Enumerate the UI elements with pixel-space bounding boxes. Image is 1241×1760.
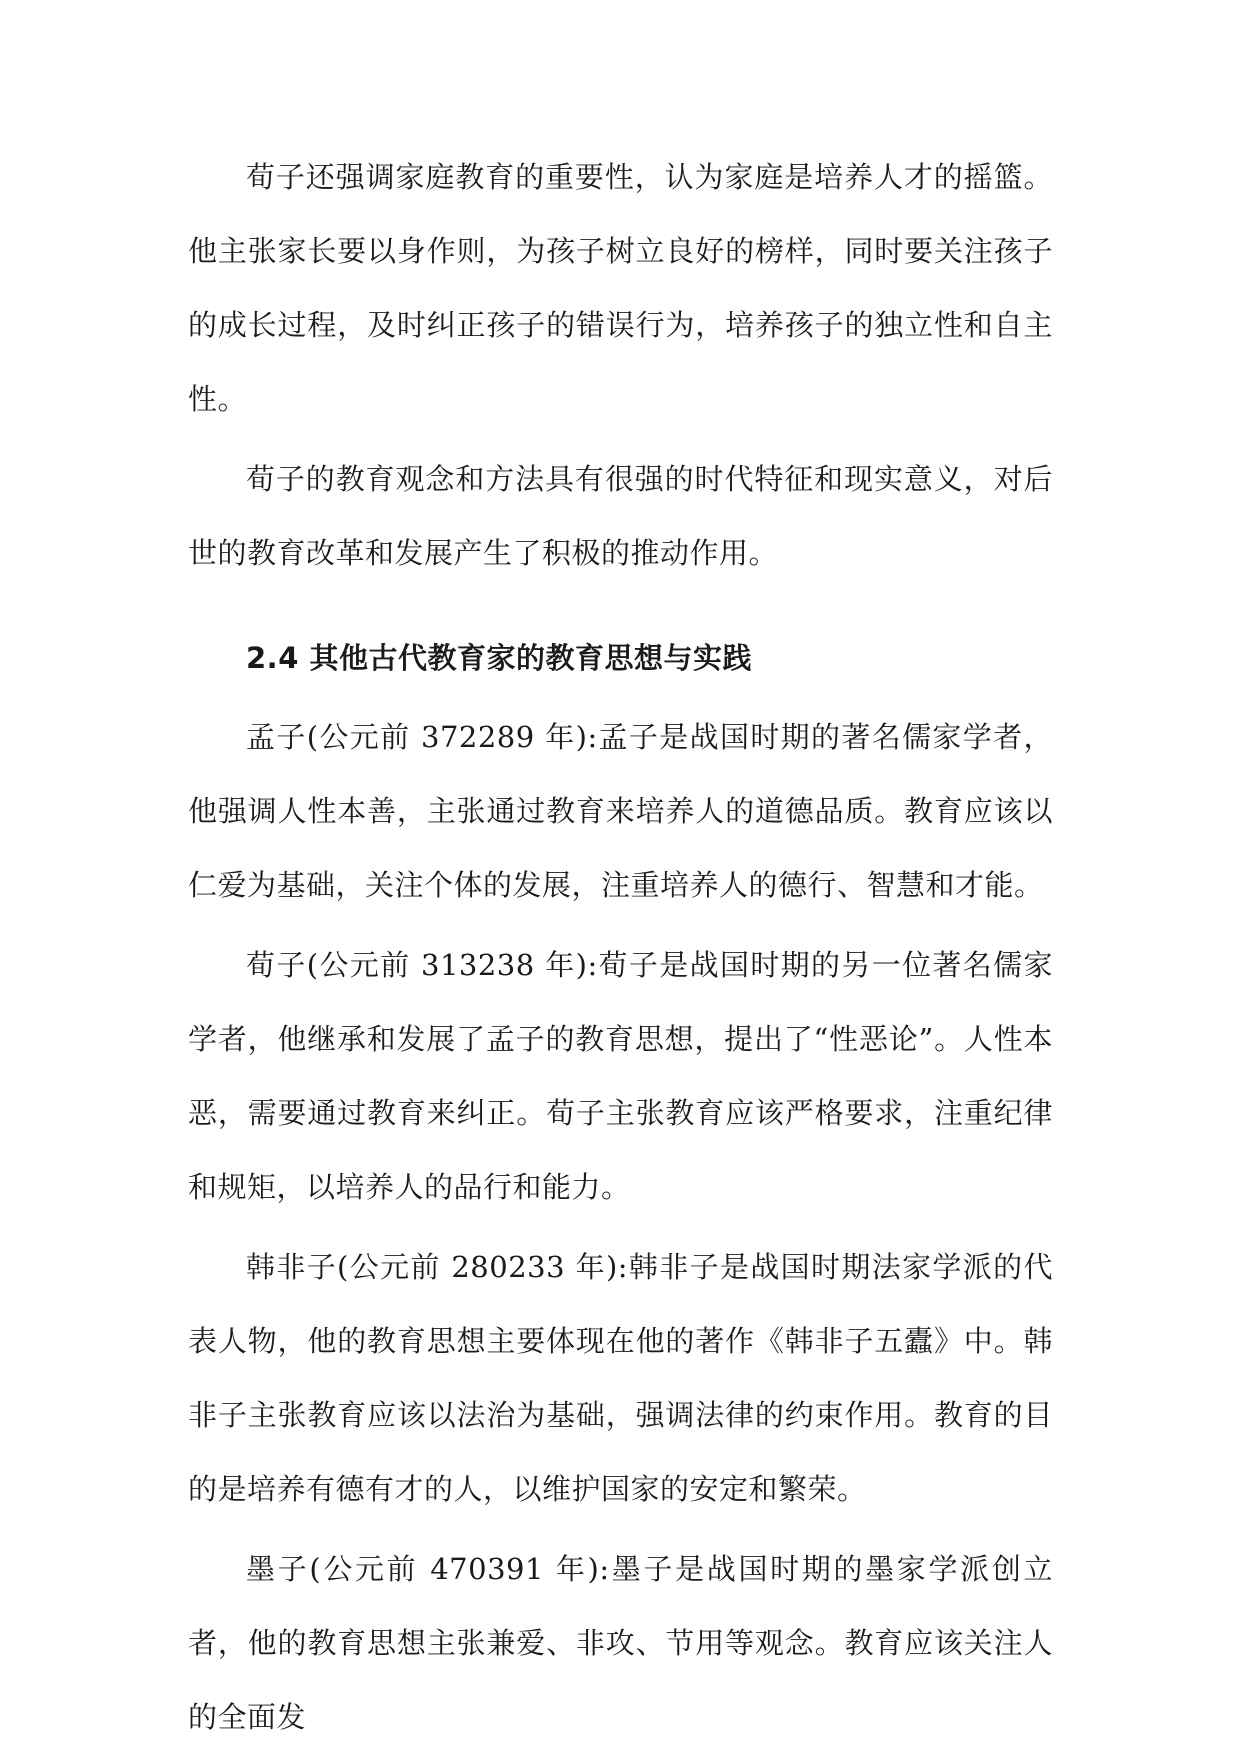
paragraph-xunzi: 荀子(公元前 313238 年):荀子是战国时期的另一位著名儒家学者，他继承和发展了孟子的教育思想，提出了“性恶论”。人性本恶，需要通过教育来纠正。荀子主张教育应该严格要求，注重纪律和规矩，以培养人的品行和能力。 [188,948,1053,1204]
paragraph-mozi: 墨子(公元前 470391 年):墨子是战国时期的墨家学派创立者，他的教育思想主张兼爱、非攻、节用等观念。教育应该关注人的全面发 [188,1552,1053,1734]
paragraph-hanfeizi: 韩非子(公元前 280233 年):韩非子是战国时期法家学派的代表人物，他的教育思想主要体现在他的著作《韩非子五蠹》中。韩非子主张教育应该以法治为基础，强调法律的约束作用。教育的目的是培养有德有才的人，以维护国家的安定和繁荣。 [188,1250,1053,1506]
section-heading: 2.4 其他古代教育家的教育思想与实践 [246,641,752,675]
paragraph-family-education: 荀子还强调家庭教育的重要性，认为家庭是培养人才的摇篮。他主张家长要以身作则，为孩子树立良好的榜样，同时要关注孩子的成长过程，及时纠正孩子的错误行为，培养孩子的独立性和自主性。 [188,160,1053,416]
page-content [188,140,1053,1760]
paragraph-mencius: 孟子(公元前 372289 年):孟子是战国时期的著名儒家学者，他强调人性本善，主张通过教育来培养人的道德品质。教育应该以仁爱为基础，关注个体的发展，注重培养人的德行、智慧和才能。 [188,720,1053,902]
paragraph-xunzi-significance: 荀子的教育观念和方法具有很强的时代特征和现实意义，对后世的教育改革和发展产生了积极的推动作用。 [188,462,1053,570]
